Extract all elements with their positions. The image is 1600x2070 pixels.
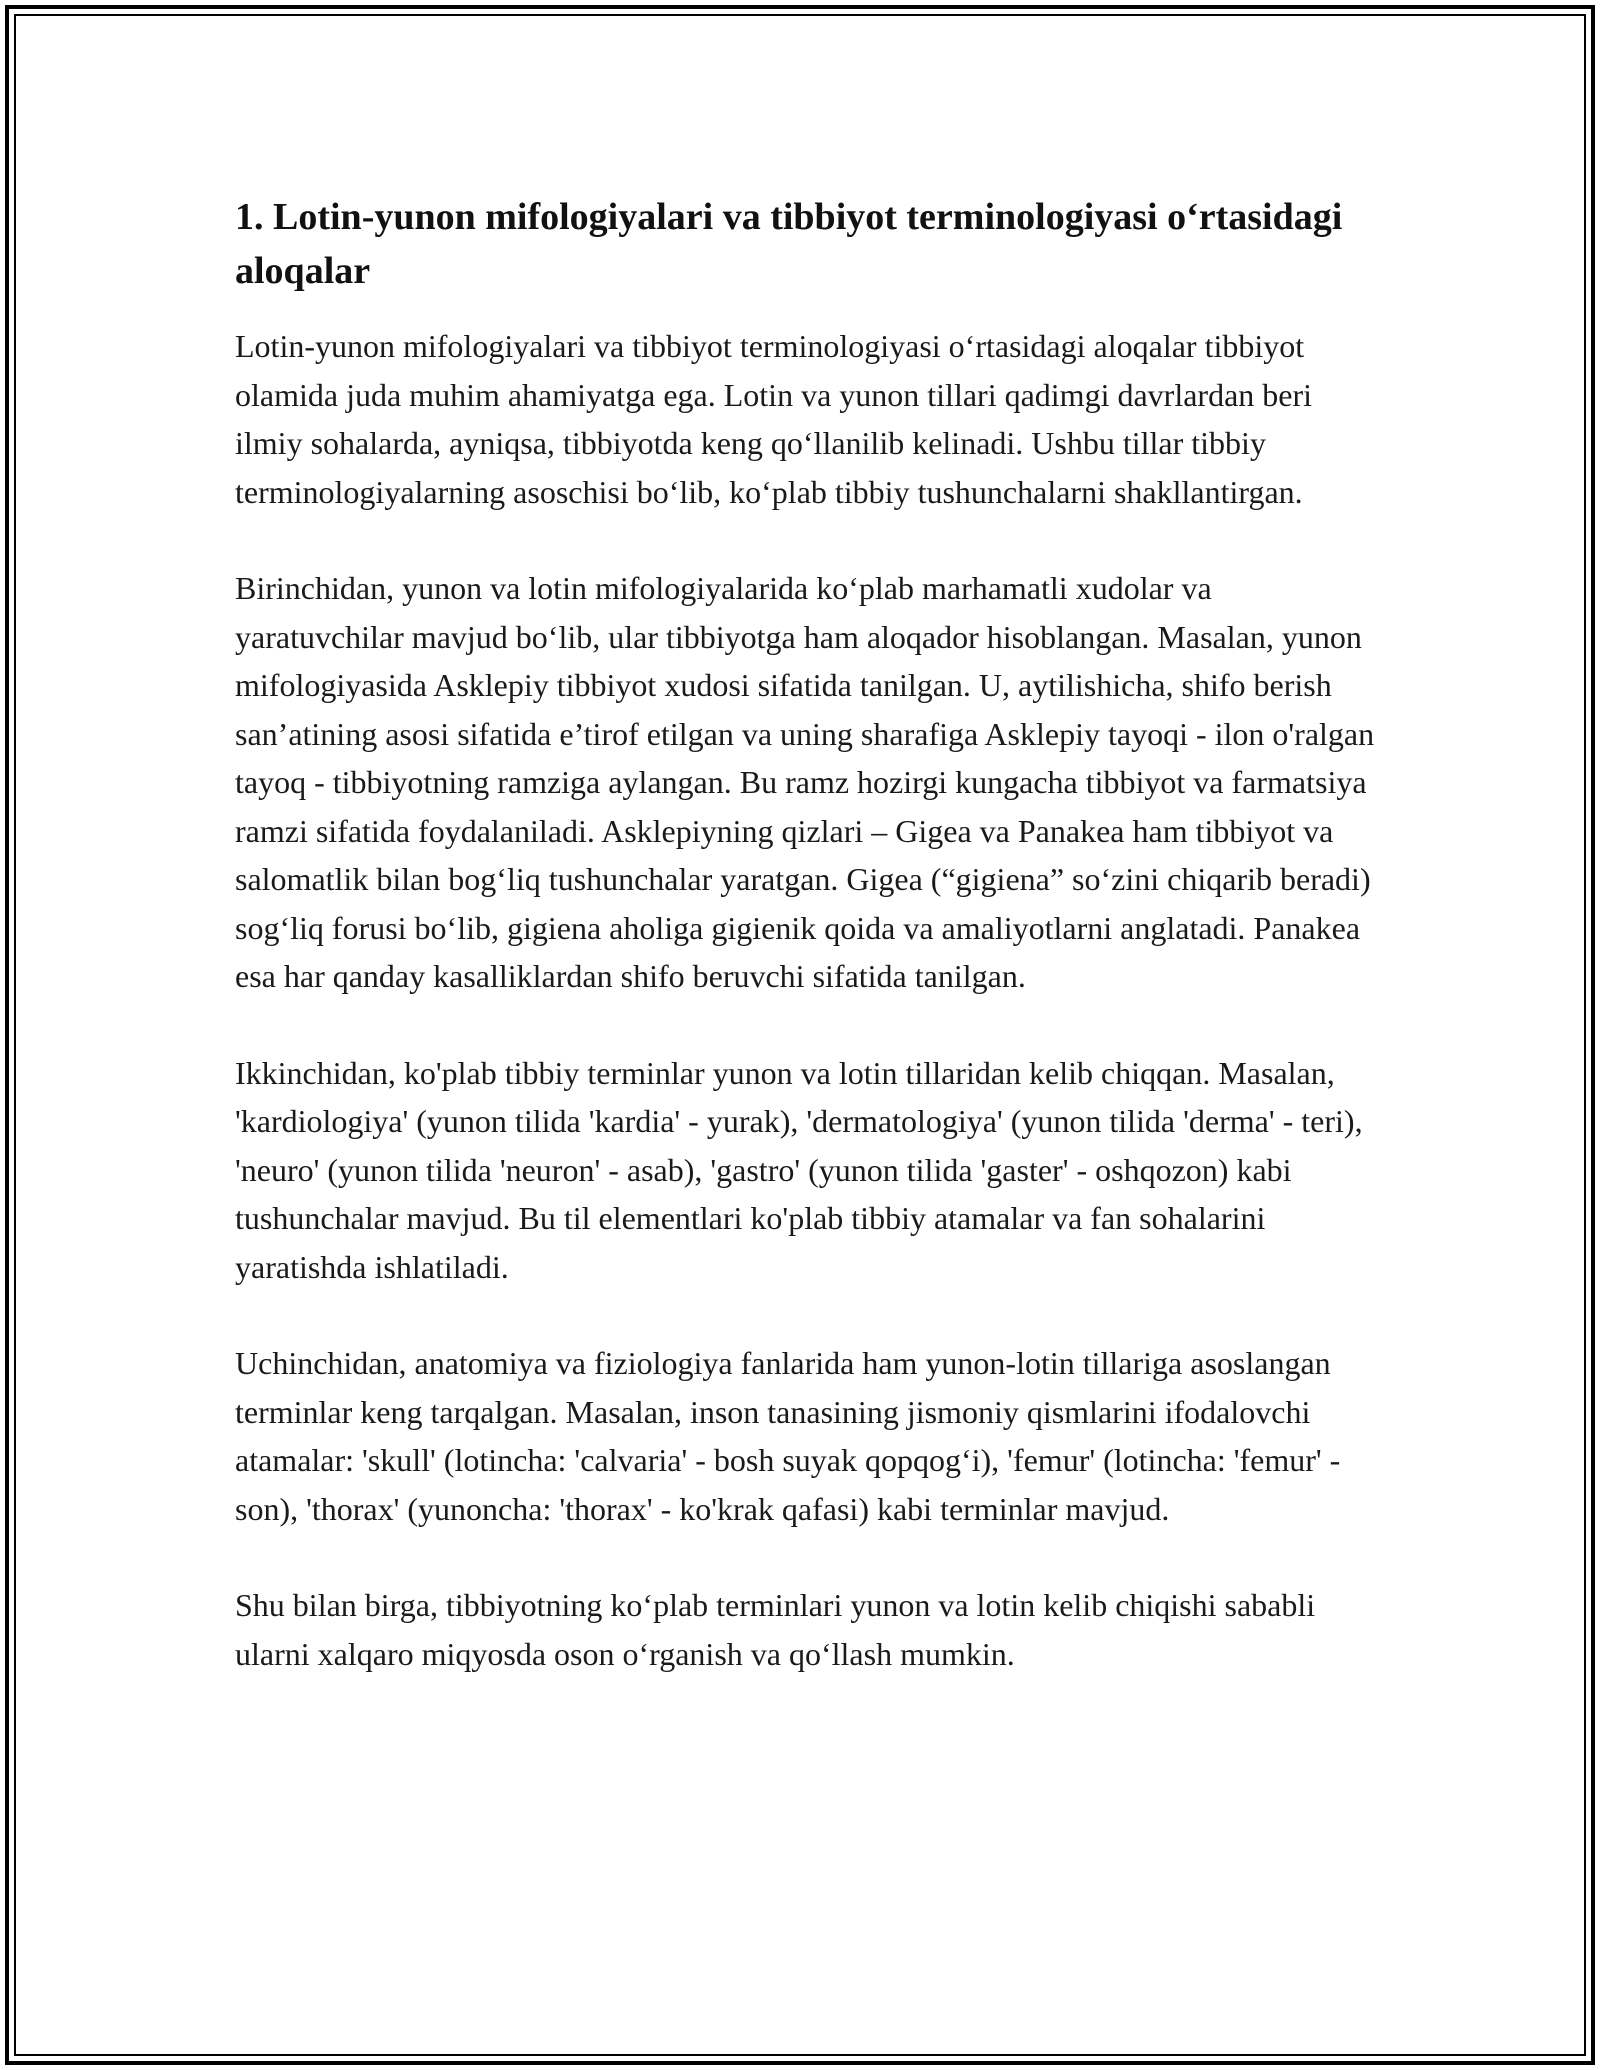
paragraph-third: Uchinchidan, anatomiya va fiziologiya fanlarida ham yunon-lotin tillariga asoslangan terminlar keng tarqalgan. Masalan, inson tanasining jismoniy qismlarini ifodalovchi atamalar: 'skull' (lotincha: 'calvaria' - bosh suyak qopqog‘i), 'femur' (lotincha: 'femur' - son), 'thorax' (yunoncha: 'thorax' - ko'krak qafasi) kabi terminlar mavjud.: [235, 1345, 1341, 1527]
paragraph-conclusion: Shu bilan birga, tibbiyotning ko‘plab terminlari yunon va lotin kelib chiqishi sababli ularni xalqaro miqyosda oson o‘rganish va qo‘llash mumkin.: [235, 1587, 1316, 1672]
paragraph-first: Birinchidan, yunon va lotin mifologiyalarida ko‘plab marhamatli xudolar va yaratuvchilar mavjud bo‘lib, ular tibbiyotga ham aloqador hisoblangan. Masalan, yunon mifologiyasida Asklepiy tibbiyot xudosi sifatida tanilgan. U, aytilishicha, shifo berish san’atining asosi sifatida e’tirof etilgan va uning sharafiga Asklepiy tayoqi - ilon o'ralgan tayoq - tibbiyotning ramziga aylangan. Bu ramz hozirgi kungacha tibbiyot va farmatsiya ramzi sifatida foydalaniladi. Asklepiyning qizlari – Gigea va Panakea ham tibbiyot va salomatlik bilan bog‘liq tushunchalar yaratgan. Gigea (“gigiena” so‘zini chiqarib beradi) sog‘liq forusi bo‘lib, gigiena aholiga gigienik qoida va amaliyotlarni anglatadi. Panakea esa har qanday kasalliklardan shifo beruvchi sifatida tanilgan.: [235, 570, 1375, 994]
paragraph-second: Ikkinchidan, ko'plab tibbiy terminlar yunon va lotin tillaridan kelib chiqqan. Masalan, 'kardiologiya' (yunon tilida 'kardia' - yurak), 'dermatologiya' (yunon tilida 'derma' - teri), 'neuro' (yunon tilida 'neuron' - asab), 'gastro' (yunon tilida 'gaster' - oshqozon) kabi tushunchalar mavjud. Bu til elementlari ko'plab tibbiy atamalar va fan sohalarini yaratishda ishlatiladi.: [235, 1054, 1363, 1285]
paragraph-intro: Lotin-yunon mifologiyalari va tibbiyot terminologiyasi o‘rtasidagi aloqalar tibbiyot olamida juda muhim ahamiyatga ega. Lotin va yunon tillari qadimgi davrlardan beri ilmiy sohalarda, ayniqsa, tibbiyotda keng qo‘llanilib kelinadi. Ushbu tillar tibbiy terminologiyalarning asoschisi bo‘lib, ko‘plab tibbiy tushunchalarni shakllantirgan.: [235, 328, 1313, 510]
document-page: [235, 190, 1375, 1726]
document-title: 1. Lotin-yunon mifologiyalari va tibbiyot terminologiyasi o‘rtasidagi aloqalar: [235, 196, 1343, 292]
